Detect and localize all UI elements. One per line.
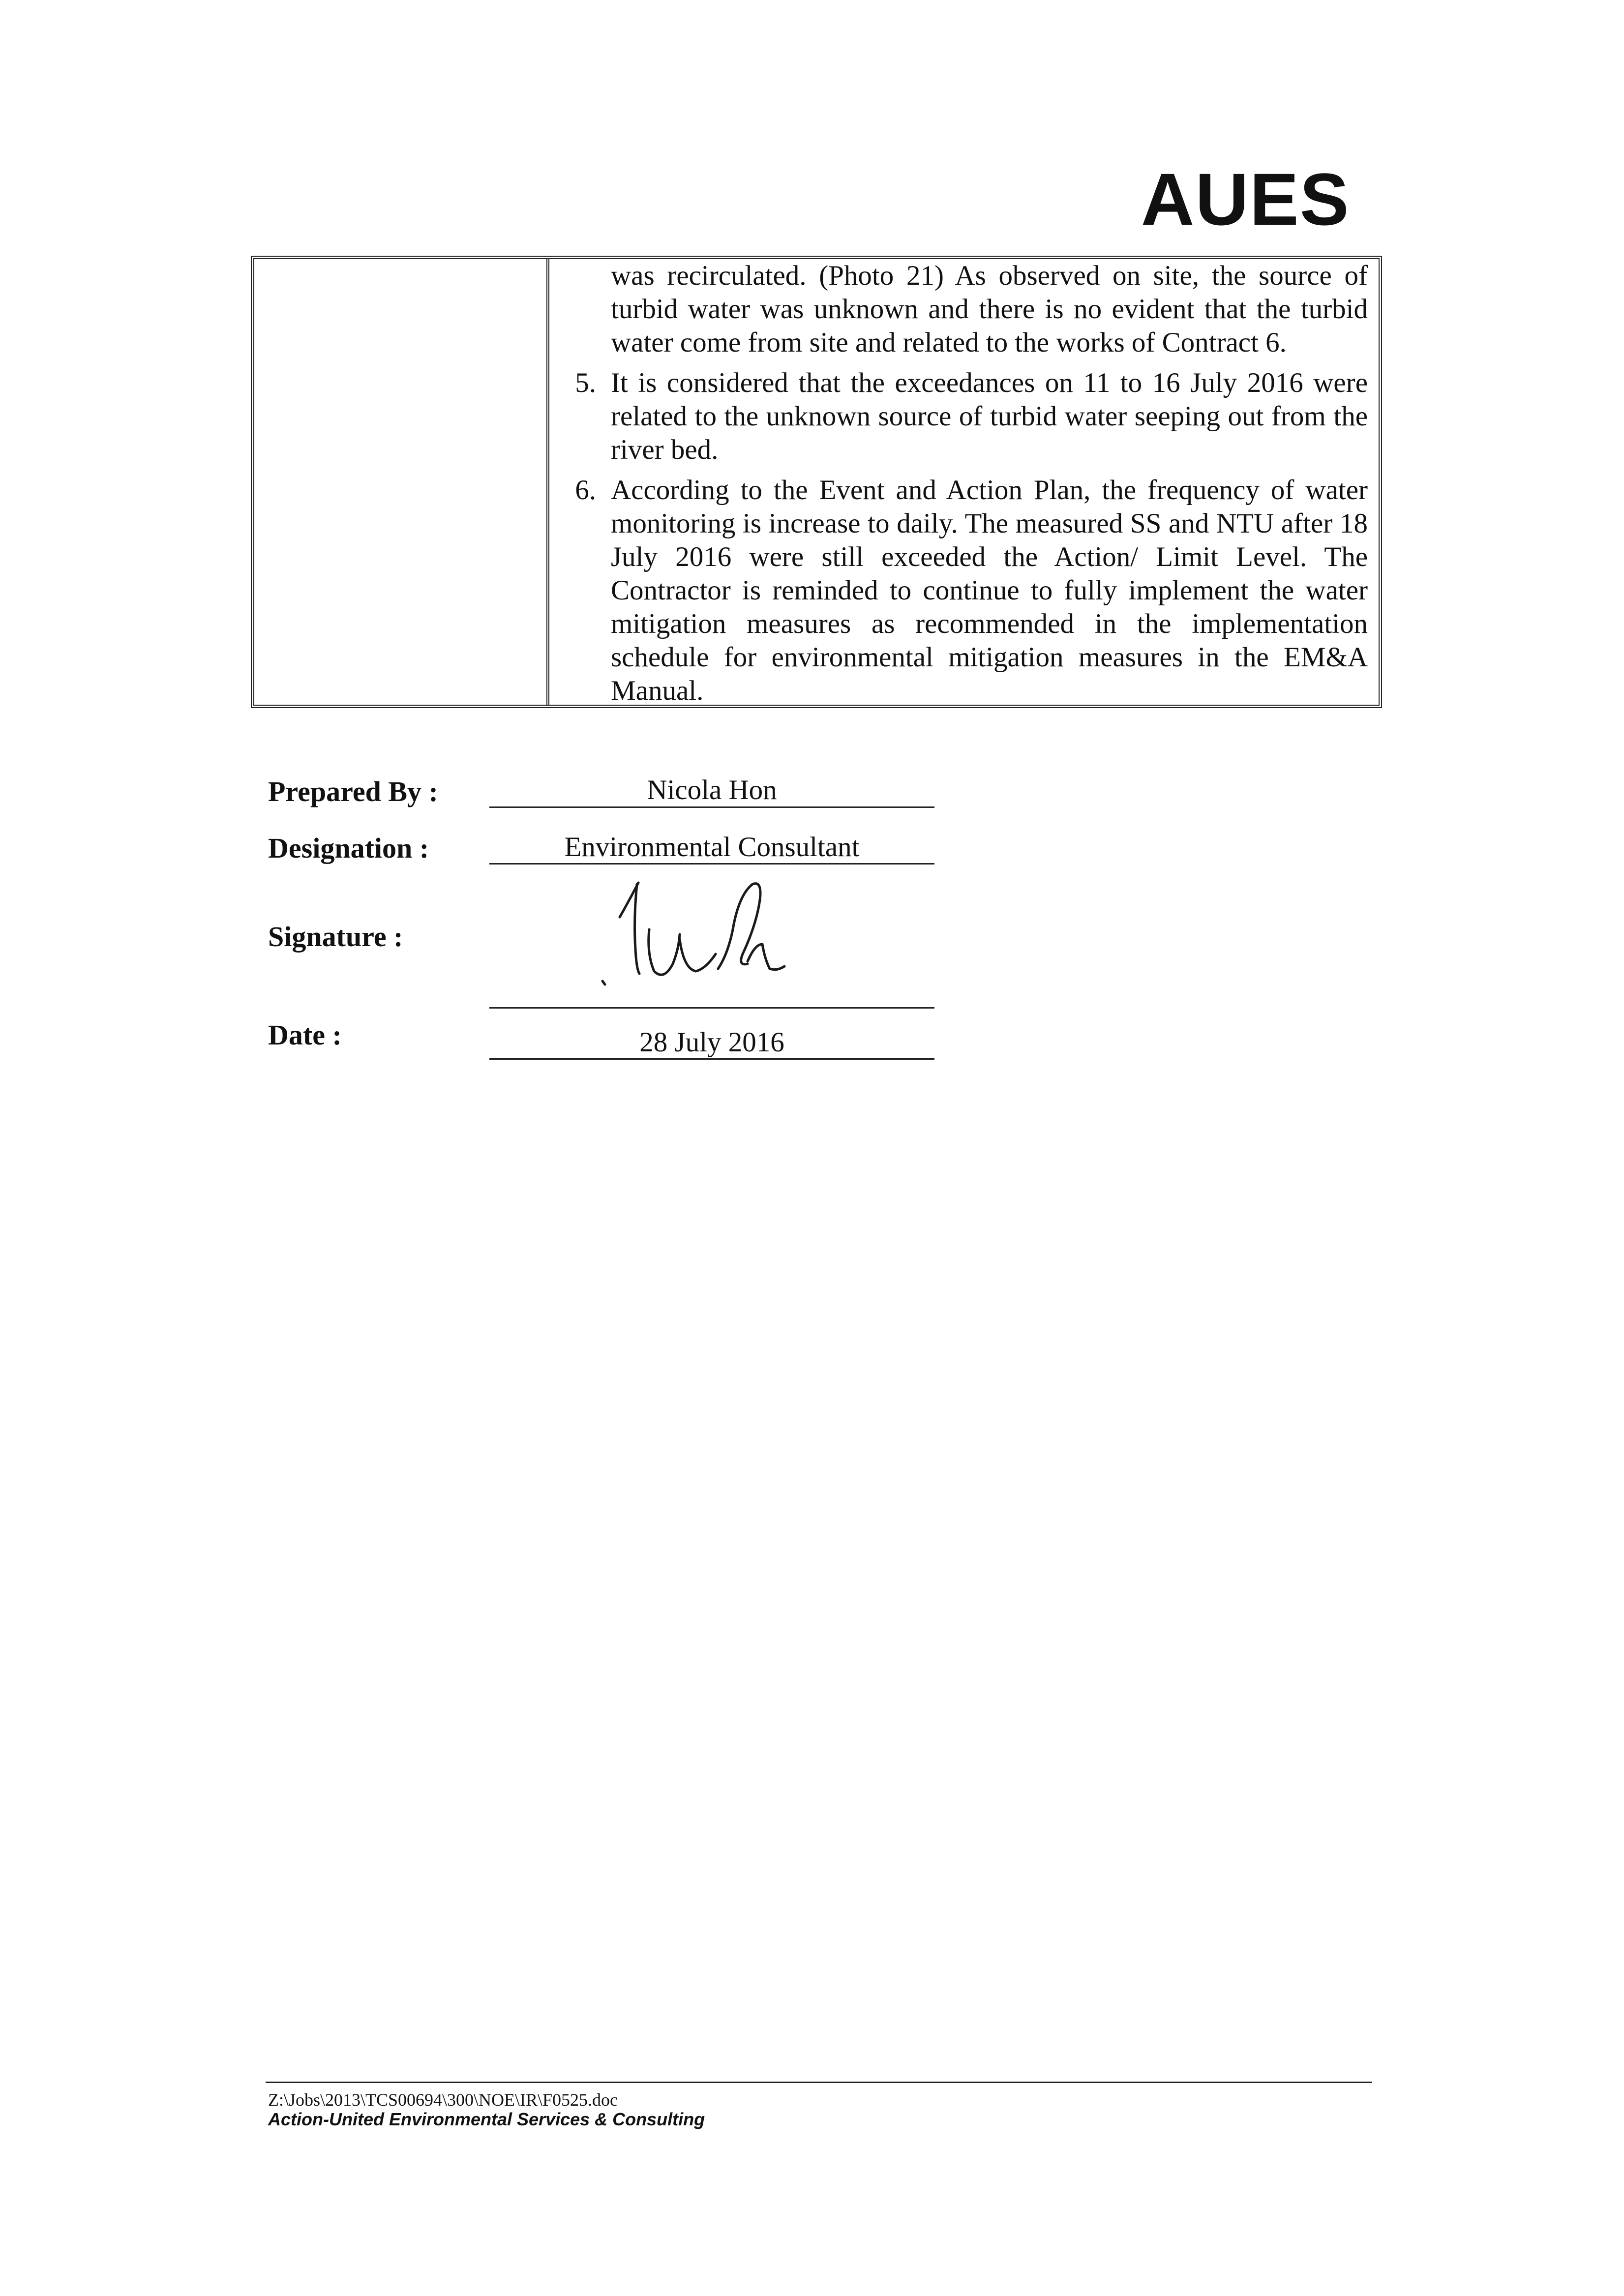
designation-label: Designation : (268, 832, 429, 864)
table-right-cell (549, 259, 1379, 705)
signature-underline (489, 1007, 934, 1009)
list-item (549, 474, 1368, 708)
prepared-by-label: Prepared By : (268, 775, 438, 807)
handwritten-signature (600, 870, 826, 998)
designation-underline (489, 863, 934, 865)
footer-divider (266, 2082, 1372, 2083)
table-left-cell (254, 259, 549, 705)
signature-label: Signature : (268, 921, 403, 953)
list-item-text: It is considered that the exceedances on 11 to 16 July 2016 were related to the unknown source of turbid water seeping out from the river bed. (611, 367, 1368, 465)
date-value: 28 July 2016 (639, 1027, 784, 1058)
continuation-paragraph: was recirculated. (Photo 21) As observed on site, the source of turbid water was unknown and there is no evident that the turbid water come from site and related to the works of Contract 6. (611, 260, 1368, 358)
exceedance-table (251, 256, 1382, 708)
list-item-number: 5. (575, 367, 596, 398)
prepared-by-value: Nicola Hon (647, 775, 777, 805)
designation-value: Environmental Consultant (564, 832, 860, 863)
list-item-text: According to the Event and Action Plan, the frequency of water monitoring is increase to daily. The measured SS and NTU after 18 July 2016 were still exceeded the Action/ Limit Level. The Contractor is reminded to continue to fully implement the water mitigation measures as recommended in the implementation schedule for environmental mitigation measures in the EM&A Manual. (611, 475, 1368, 706)
footer-file-path: Z:\Jobs\2013\TCS00694\300\NOE\IR\F0525.doc (268, 2090, 618, 2110)
company-logo: AUES (1141, 158, 1350, 240)
prepared-by-underline (489, 806, 934, 808)
footer-company-name: Action-United Environmental Services & Consulting (268, 2109, 705, 2129)
list-item (549, 366, 1368, 467)
list-item-number: 6. (575, 475, 596, 506)
date-underline (489, 1058, 934, 1060)
date-label: Date : (268, 1019, 342, 1051)
